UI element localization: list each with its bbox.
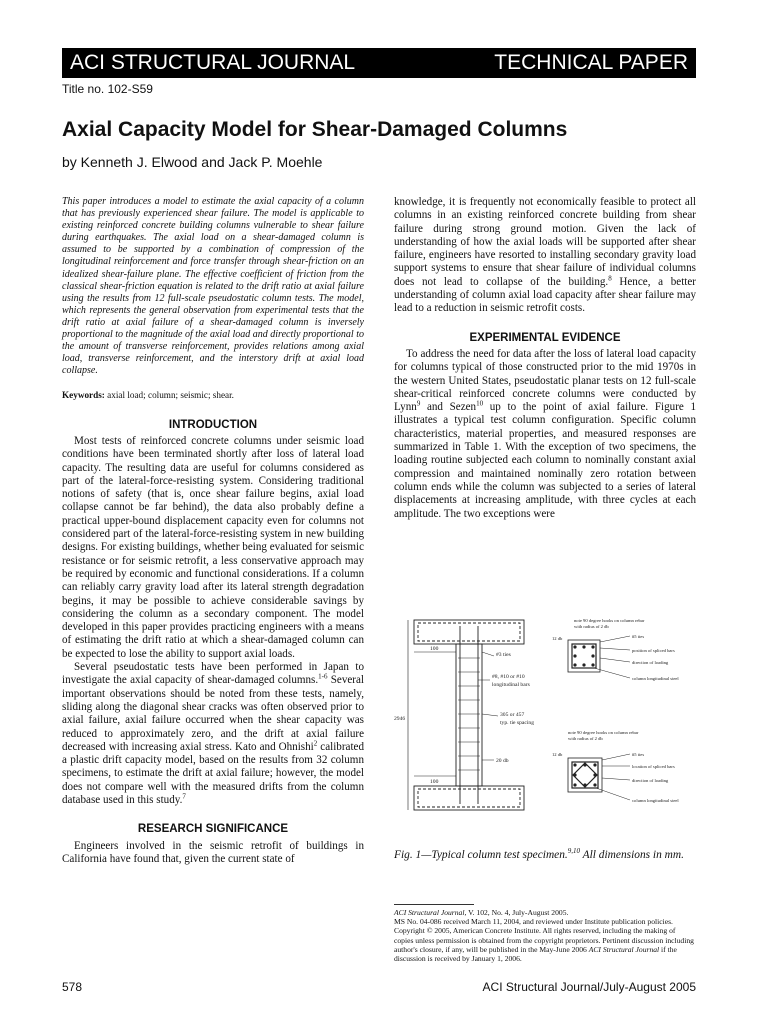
- research-significance-heading: RESEARCH SIGNIFICANCE: [137, 823, 289, 836]
- cross-section-a: [552, 618, 679, 681]
- citation-1-6: 1-6: [318, 672, 328, 681]
- journal-footer: ACI Structural Journal/July-August 2005: [482, 980, 696, 994]
- introduction-paragraph-1: Most tests of reinforced concrete columns under seismic load conditions have been terminated shortly after loss of lateral load capacity. The resulting data are useful for columns considered as part of the lateral-force-resisting system. Considering traditional notions of safety (that is, once shear failure begins, axial load collapse cannot be far behind), the data also probably define a practical upper-bound displacement capacity even for columns not considered part of the lateral-force-resisting system in new building designs. For existing buildings, whether being evaluated for seismic resistance or for seismic retrofit, a less conservative approach may be required by economic and functional considerations. If a column can reliably carry gravity load after its lateral strength degradation begins, it may be possible to achieve considerable savings by considering the column as a secondary component. The model developed in this paper provides practicing engineers with a means of estimating the drift ratio at which a shear-damaged column can be expected to lose the ability to support axial loads.: [62, 435, 364, 660]
- figure-caption: [394, 848, 696, 862]
- bottom-beam: [414, 786, 524, 810]
- top-beam-rebar: [418, 623, 520, 641]
- caption-text-b: All dimensions in mm.: [580, 849, 684, 861]
- footnote-line3: if the discussion is received by January 1, 2006.: [394, 944, 677, 964]
- direction-2: direction of loading: [632, 778, 669, 783]
- label-long-bars-1: #8, #10 or #10: [492, 674, 525, 680]
- note1-line1: note 90 degree hooks on column rebar: [574, 618, 645, 623]
- citation-2: 2: [313, 739, 318, 748]
- label-tie-spacing-1: 305 or 457: [500, 712, 525, 718]
- exp-text-b: and Sezen: [420, 401, 477, 414]
- spliced-2: location of spliced bars: [632, 764, 675, 769]
- citation-7: 7: [182, 792, 186, 801]
- ties5-1: #5 ties: [632, 634, 645, 639]
- label-long-bars-2: longitudinal bars: [492, 682, 530, 688]
- top-beam: [414, 620, 524, 644]
- citation-10: 10: [476, 399, 484, 408]
- column-specimen-drawing: [394, 600, 696, 840]
- dim-100-top: 100: [430, 646, 439, 652]
- twelve-db-1: 12 db: [552, 636, 563, 641]
- rs-text-a: knowledge, it is frequently not economically feasible to protect all columns in an existing reinforced concrete building from shear failure during strong ground motion. Given the lack of understanding of how the axial loads will be supported after shear failure, engineers have resorted to installing secondary gravity load support systems to ensure that shear failure of individual columns does not lead to collapse of the building.: [394, 196, 696, 288]
- col-steel-1: column longitudinal steel: [632, 676, 679, 681]
- experimental-evidence-paragraph: [394, 348, 696, 521]
- citation-8: 8: [608, 274, 612, 283]
- direction-1: direction of loading: [632, 660, 669, 665]
- publication-footnote: [394, 908, 696, 963]
- bottom-beam-rebar: [418, 789, 520, 807]
- keywords-list: axial load; column; seismic; shear.: [107, 390, 234, 401]
- journal-name: ACI STRUCTURAL JOURNAL: [70, 51, 356, 74]
- spliced-1: position of spliced bars: [632, 648, 675, 653]
- right-column: [394, 196, 696, 521]
- dim-2946: 2946: [394, 716, 406, 722]
- intro-p2-text-a: Several pseudostatic tests have been performed in Japan to investigate the axial capacity of shear-damaged columns.: [62, 661, 364, 687]
- experimental-evidence-heading: EXPERIMENTAL EVIDENCE: [469, 331, 621, 344]
- label-20db: 20 db: [496, 758, 509, 764]
- paper-title: Axial Capacity Model for Shear-Damaged Columns: [62, 118, 568, 141]
- col-steel-2: column longitudinal steel: [632, 798, 679, 803]
- note2-line1: note 90 degree hooks on column rebar: [568, 730, 639, 735]
- rs-text-b: Hence, a better understanding of column axial load capacity after shear failure may lead to a reduction in seismic retrofit costs.: [394, 275, 696, 315]
- tie-lines: [458, 658, 480, 770]
- introduction-heading: INTRODUCTION: [168, 418, 258, 431]
- keywords: [62, 389, 364, 402]
- footnote-rule: [394, 904, 474, 905]
- research-significance-continued: [394, 196, 696, 316]
- citation-9: 9: [416, 399, 421, 408]
- intro-p2-text-b: Several important observations should be noted from these tests, namely, sliding along the diagonal shear cracks was often observed prior to axial failure, axial failure occurred when the shear capacity was reduced to approximately zero, and the drift at axial failure decreased with increasing axial stress. Kato and Ohnishi: [62, 674, 364, 753]
- keywords-label: Keywords:: [62, 390, 105, 401]
- note2-line2: with radius of 2 db: [568, 736, 603, 741]
- label-ties: #3 ties: [496, 652, 511, 658]
- exp-text-c: up to the point of axial failure. Figure 1 illustrates a typical test column configuration. Specific column characteristics, material properties, and measured responses are summarized in Table 1. With the exception of two specimens, the loading routine subjected each column to nominally constant axial compression and maintained nominally zero rotation between column ends while the column was subjected to a series of lateral displacements at increasing amplitude, with three cycles at each amplitude. The two exceptions were: [394, 401, 696, 520]
- caption-text-a: Fig. 1—Typical column test specimen.: [394, 849, 568, 861]
- figure-1: [394, 600, 696, 840]
- authors: by Kenneth J. Elwood and Jack P. Moehle: [62, 154, 323, 170]
- journal-header-bar: [62, 48, 696, 78]
- abstract: This paper introduces a model to estimate the axial capacity of a column that has previously experienced shear failure. The model is applicable to existing reinforced concrete building columns vulnerable to shear failure during earthquakes. The axial load on a shear-damaged column is assumed to be supported by a combination of compression of the longitudinal reinforcement and force transfer through shear-friction on an idealized shear-failure plane. The effective coefficient of friction from the classical shear-friction equation is related to the drift ratio at axial failure using the results from 12 full-scale pseudostatic column tests. The model, which represents the general observation from experimental tests that the drift ratio at axial failure of a shear-damaged column is inversely proportional to the magnitude of the axial load and directly proportional to the amount of transverse reinforcement, provides relations among axial load, transverse reinforcement, and the interstory drift at axial load collapse.: [62, 196, 364, 377]
- paper-type: TECHNICAL PAPER: [494, 51, 688, 74]
- leader-lines: [478, 652, 498, 760]
- left-column: [62, 196, 364, 866]
- research-significance-paragraph: Engineers involved in the seismic retrofit of buildings in California have found that, given the current state of: [62, 839, 364, 865]
- cross-section-b: [552, 730, 679, 803]
- introduction-paragraph-2: [62, 661, 364, 807]
- twelve-db-2: 12 db: [552, 752, 563, 757]
- note1-line2: with radius of 2 db: [574, 624, 609, 629]
- footnote-journal: ACI Structural Journal: [394, 908, 465, 917]
- page-number: 578: [62, 980, 83, 994]
- dim-100-bottom: 100: [430, 779, 439, 785]
- exp-text-a: To address the need for data after the loss of lateral load capacity for columns typical of those constructed prior to the mid 1970s in the western United States, pseudostatic planar tests on 12 full-scale shear-critical reinforced concrete columns were conducted by Lynn: [394, 347, 696, 414]
- intro-p2-text-c: calibrated a plastic drift capacity model, based on the results from 32 column specimens, to estimate the drift at axial failure; however, the model does not compare well with the measured drifts from the column database used in this study.: [62, 740, 364, 807]
- label-tie-spacing-2: typ. tie spacing: [500, 720, 535, 726]
- ties5-2: #5 ties: [632, 752, 645, 757]
- footnote-journal-2: ACI Structural Journal: [588, 944, 660, 954]
- footnote-line2: MS No. 04-086 received March 11, 2004, and reviewed under Institute publication policies. Copyright © 2005, American Concrete Institute. All rights reserved, including the making of copies unless permission is obtained from the copyright proprietors. Pertinent discussion including author's closure, if any, will be published in the May-June 2006: [394, 917, 694, 954]
- title-number: Title no. 102-S59: [62, 82, 153, 96]
- caption-citation: 9,10: [567, 847, 581, 856]
- footnote-line1: , V. 102, No. 4, July-August 2005.: [464, 908, 569, 917]
